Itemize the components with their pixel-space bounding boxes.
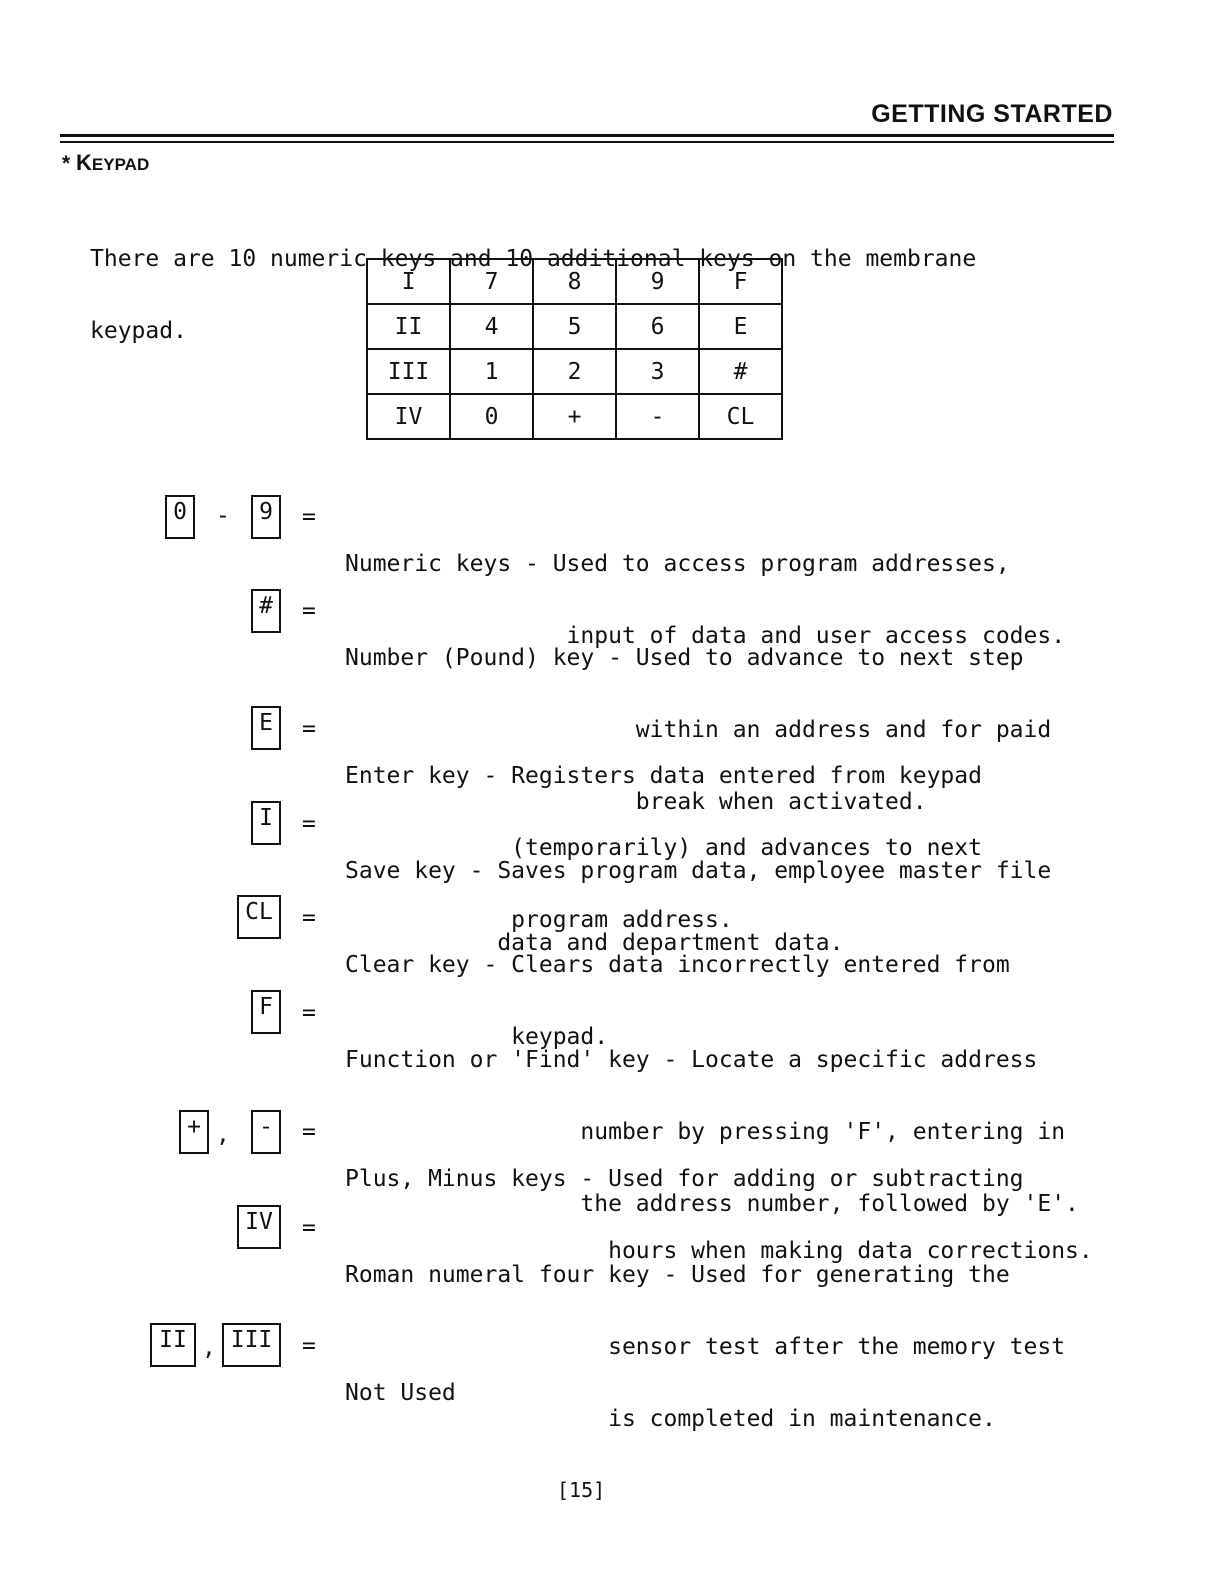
- section-heading: [62, 150, 149, 176]
- description-line: is completed in maintenance.: [345, 1406, 996, 1432]
- description-line: the address number, followed by 'E'.: [345, 1191, 1079, 1217]
- description-line: Function or 'Find' key - Locate a specific address: [345, 1047, 1038, 1073]
- key-range-dash: -: [216, 503, 230, 529]
- equals-sign: =: [302, 716, 316, 742]
- keypad-key: 0: [450, 394, 533, 439]
- keypad-key: III: [367, 349, 450, 394]
- keypad-key: 3: [616, 349, 699, 394]
- description-line: program address.: [345, 907, 733, 933]
- section-title-rest: EYPAD: [91, 155, 150, 174]
- keypad-key: I: [367, 259, 450, 304]
- key-ii-box: II: [150, 1323, 196, 1367]
- description-line: sensor test after the memory test: [345, 1334, 1066, 1360]
- equals-sign: =: [302, 1333, 316, 1359]
- description-line: Roman numeral four key - Used for generating the: [345, 1262, 1010, 1288]
- keypad-row: [367, 304, 782, 349]
- description-line: Enter key - Registers data entered from keypad: [345, 763, 982, 789]
- keypad-key: E: [699, 304, 782, 349]
- keypad-diagram: [366, 258, 783, 440]
- description-line: Not Used: [345, 1380, 456, 1406]
- description-line: (temporarily) and advances to next: [345, 835, 982, 861]
- page-header-title: GETTING STARTED: [871, 100, 1113, 128]
- asterisk-icon: *: [62, 152, 71, 175]
- intro-line: There are 10 numeric keys and 10 additional keys on the membrane: [90, 246, 977, 272]
- description-line: within an address and for paid: [345, 717, 1052, 743]
- keypad-key: +: [533, 394, 616, 439]
- description-line: data and department data.: [345, 930, 844, 956]
- description-line: Clear key - Clears data incorrectly entered from: [345, 952, 1010, 978]
- keypad-row: [367, 349, 782, 394]
- description-line: Plus, Minus keys - Used for adding or subtracting: [345, 1166, 1024, 1192]
- keypad-key: 4: [450, 304, 533, 349]
- key-cl-box: CL: [237, 895, 281, 939]
- keypad-row: [367, 259, 782, 304]
- key-f-box: F: [251, 990, 281, 1034]
- keypad-key: CL: [699, 394, 782, 439]
- equals-sign: =: [302, 905, 316, 931]
- equals-sign: =: [302, 598, 316, 624]
- keypad-key: 6: [616, 304, 699, 349]
- keypad-key: 1: [450, 349, 533, 394]
- equals-sign: =: [302, 811, 316, 837]
- header-rule-thin: [60, 141, 1114, 143]
- description-line: Numeric keys - Used to access program addresses,: [345, 551, 1010, 577]
- equals-sign: =: [302, 1000, 316, 1026]
- key-list-comma: ,: [216, 1122, 230, 1148]
- description-line: Save key - Saves program data, employee master file: [345, 858, 1052, 884]
- header-rule-thick: [60, 134, 1114, 137]
- keypad-key: II: [367, 304, 450, 349]
- keypad-row: [367, 394, 782, 439]
- key-iv-box: IV: [237, 1205, 281, 1249]
- keypad-key: #: [699, 349, 782, 394]
- description-line: number by pressing 'F', entering in: [345, 1119, 1066, 1145]
- keypad-key: 9: [616, 259, 699, 304]
- legend-description: [345, 1333, 456, 1453]
- key-pound-box: #: [251, 589, 281, 633]
- keypad-key: F: [699, 259, 782, 304]
- description-line: input of data and user access codes.: [345, 623, 1066, 649]
- description-line: keypad.: [345, 1024, 609, 1050]
- keypad-key: 8: [533, 259, 616, 304]
- section-title-initial: K: [76, 150, 92, 175]
- key-list-comma: ,: [202, 1335, 216, 1361]
- key-e-box: E: [251, 706, 281, 750]
- description-line: break when activated.: [345, 789, 927, 815]
- description-line: Number (Pound) key - Used to advance to next step: [345, 645, 1024, 671]
- keypad-key: 7: [450, 259, 533, 304]
- description-line: hours when making data corrections.: [345, 1238, 1093, 1264]
- key-minus-box: -: [251, 1110, 281, 1154]
- key-0-box: 0: [165, 495, 195, 539]
- keypad-key: -: [616, 394, 699, 439]
- equals-sign: =: [302, 504, 316, 530]
- page-number: [15]: [557, 1478, 606, 1502]
- key-plus-box: +: [179, 1110, 209, 1154]
- keypad-key: IV: [367, 394, 450, 439]
- keypad-key: 5: [533, 304, 616, 349]
- equals-sign: =: [302, 1215, 316, 1241]
- keypad-key: 2: [533, 349, 616, 394]
- key-9-box: 9: [251, 495, 281, 539]
- key-i-box: I: [251, 801, 281, 845]
- equals-sign: =: [302, 1119, 316, 1145]
- intro-line: keypad.: [90, 318, 187, 344]
- key-iii-box: III: [222, 1323, 281, 1367]
